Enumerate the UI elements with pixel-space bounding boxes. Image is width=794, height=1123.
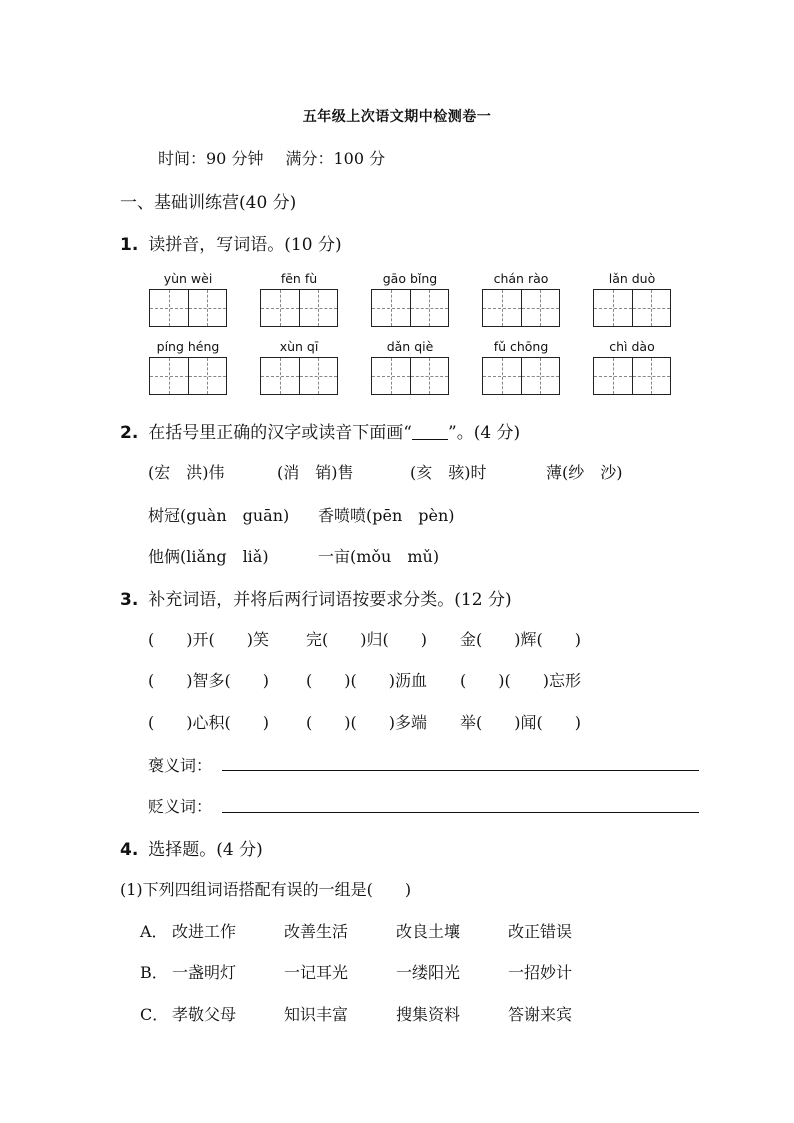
option-b[interactable]: [140, 960, 620, 983]
writing-grid[interactable]: [593, 289, 671, 327]
question-4: [120, 835, 263, 860]
choice-item[interactable]: (宏 洪)伟: [148, 463, 225, 482]
option-word: 一盏明灯: [172, 963, 237, 982]
option-word: 知识丰富: [284, 1005, 349, 1024]
option-label: A．: [140, 922, 168, 941]
exam-meta: [158, 146, 385, 169]
writing-grid[interactable]: [482, 289, 560, 327]
option-word: 一记耳光: [284, 963, 349, 982]
option-word: 改良土壤: [396, 922, 461, 941]
idiom-fill[interactable]: ( )( )多端: [306, 713, 427, 732]
underline-blank: [412, 425, 448, 440]
pinyin-label: lǎn duò: [608, 271, 656, 286]
choice-item[interactable]: (消 销)售: [277, 463, 354, 482]
pinyin-label: chán rào: [493, 271, 549, 286]
pinyin-label: yùn wèi: [163, 271, 213, 286]
question-1: [120, 230, 342, 255]
pinyin-label: gāo bǐng: [382, 271, 438, 286]
writing-grid[interactable]: [149, 289, 227, 327]
pinyin-label: xùn qī: [279, 339, 319, 354]
writing-grid[interactable]: [260, 357, 338, 395]
option-word: 改善生活: [284, 922, 349, 941]
section-heading: 一、基础训练营(40 分): [120, 193, 297, 213]
question-text: 补充词语，并将后两行词语按要求分类。(12 分): [148, 590, 512, 610]
option-c[interactable]: [140, 1002, 620, 1025]
question-text: 读拼音，写词语。(10 分): [148, 235, 342, 255]
sub-question: (1)下列四组词语搭配有误的一组是( ): [120, 880, 412, 899]
question-text: 选择题。(4 分): [148, 840, 263, 860]
praise-answer-line[interactable]: [222, 770, 699, 771]
question-number: 2.: [120, 423, 139, 443]
option-label: C．: [140, 1005, 169, 1024]
option-word: 改正错误: [508, 922, 573, 941]
choice-item[interactable]: 一亩(mǒu mǔ): [318, 547, 440, 566]
idiom-fill[interactable]: 举( )闻( ): [460, 713, 581, 732]
choice-item[interactable]: (亥 骇)时: [410, 463, 487, 482]
question-text: ”。(4 分): [448, 423, 521, 443]
question-number: 3.: [120, 590, 139, 610]
idiom-fill[interactable]: 金( )辉( ): [460, 630, 581, 649]
choice-item[interactable]: 他俩(liǎng liǎ): [148, 547, 269, 566]
writing-grid[interactable]: [260, 289, 338, 327]
option-word: 改进工作: [172, 922, 237, 941]
writing-grid[interactable]: [482, 357, 560, 395]
option-word: 一招妙计: [508, 963, 573, 982]
choice-item[interactable]: 树冠(guàn guān): [148, 506, 290, 525]
option-a[interactable]: [140, 919, 620, 942]
exam-time: 时间：90 分钟: [158, 149, 264, 168]
writing-grid[interactable]: [371, 357, 449, 395]
writing-grid[interactable]: [149, 357, 227, 395]
idiom-fill[interactable]: ( )( )忘形: [460, 671, 581, 690]
question-number: 1.: [120, 235, 139, 255]
question-text: 在括号里正确的汉字或读音下面画“: [148, 423, 412, 443]
pinyin-label: píng héng: [156, 339, 220, 354]
option-label: B．: [140, 963, 168, 982]
question-2: [120, 418, 520, 443]
pinyin-label: fǔ chōng: [493, 339, 549, 354]
derog-answer-line[interactable]: [222, 812, 699, 813]
choice-item[interactable]: 香喷喷(pēn pèn): [318, 506, 455, 525]
derog-label: 贬义词：: [148, 797, 213, 816]
option-word: 一缕阳光: [396, 963, 461, 982]
pinyin-label: chì dào: [609, 339, 655, 354]
idiom-fill[interactable]: ( )心积( ): [148, 713, 269, 732]
idiom-fill[interactable]: ( )开( )笑: [148, 630, 269, 649]
question-number: 4.: [120, 840, 139, 860]
writing-grid[interactable]: [371, 289, 449, 327]
question-3: [120, 585, 512, 610]
exam-score: 满分：100 分: [285, 149, 386, 168]
idiom-fill[interactable]: 完( )归( ): [306, 630, 427, 649]
option-word: 答谢来宾: [508, 1005, 573, 1024]
idiom-fill[interactable]: ( )( )沥血: [306, 671, 427, 690]
page-title: 五年级上次语文期中检测卷一: [302, 109, 492, 125]
option-word: 孝敬父母: [172, 1005, 237, 1024]
idiom-fill[interactable]: ( )智多( ): [148, 671, 269, 690]
choice-item[interactable]: 薄(纱 沙): [546, 463, 623, 482]
option-word: 搜集资料: [396, 1005, 461, 1024]
pinyin-label: dǎn qiè: [386, 339, 434, 354]
writing-grid[interactable]: [593, 357, 671, 395]
praise-label: 褒义词：: [148, 756, 213, 775]
pinyin-label: fēn fù: [280, 271, 318, 286]
